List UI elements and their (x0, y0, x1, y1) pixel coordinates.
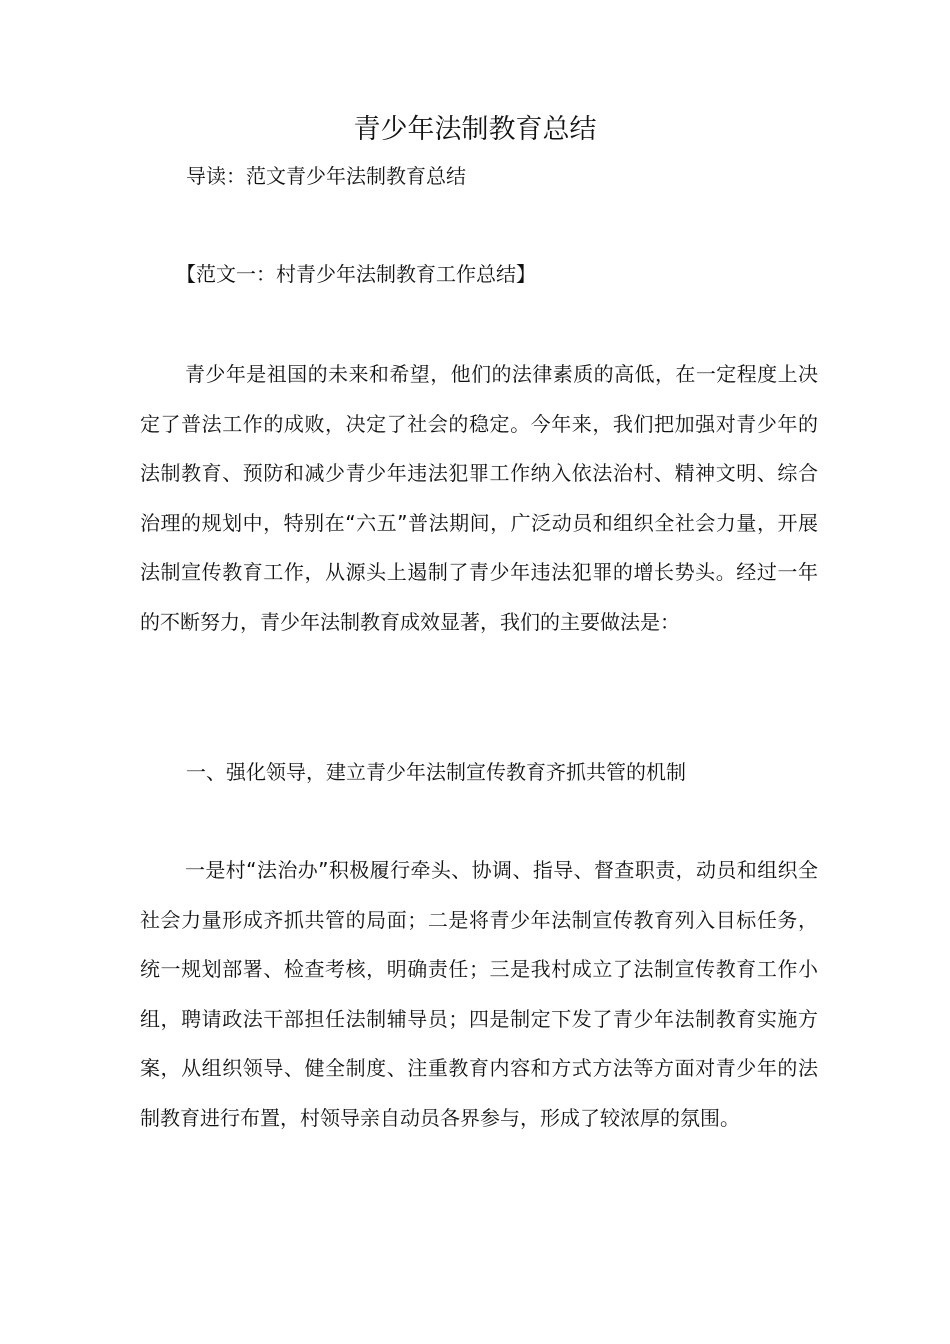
guide-line: 导读：范文青少年法制教育总结 (186, 164, 466, 188)
body-paragraph-2: 一是村“法治办”积极履行牵头、协调、指导、督查职责，动员和组织全社会力量形成齐抓共管的局面；二是将青少年法制宣传教育列入目标任务，统一规划部署、检查考核，明确责任；三是我村成立了法制宣传教育工作小组，聘请政法干部担任法制辅导员；四是制定下发了青少年法制教育实施方案，从组织领导、健全制度、注重教育内容和方式方法等方面对青少年的法制教育进行布置，村领导亲自动员各界参与，形成了较浓厚的氛围。 (140, 858, 818, 1130)
sample-heading: 【范文一：村青少年法制教育工作总结】 (176, 262, 536, 286)
body-paragraph-1: 青少年是祖国的未来和希望，他们的法律素质的高低，在一定程度上决定了普法工作的成败，决定了社会的稳定。今年来，我们把加强对青少年的法制教育、预防和减少青少年违法犯罪工作纳入依法治村、精神文明、综合治理的规划中，特别在“六五”普法期间，广泛动员和组织全社会力量，开展法制宣传教育工作，从源头上遏制了青少年违法犯罪的增长势头。经过一年的不断努力，青少年法制教育成效显著，我们的主要做法是： (140, 362, 818, 634)
section-heading-1: 一、强化领导，建立青少年法制宣传教育齐抓共管的机制 (186, 760, 686, 784)
document-title: 青少年法制教育总结 (353, 114, 597, 145)
